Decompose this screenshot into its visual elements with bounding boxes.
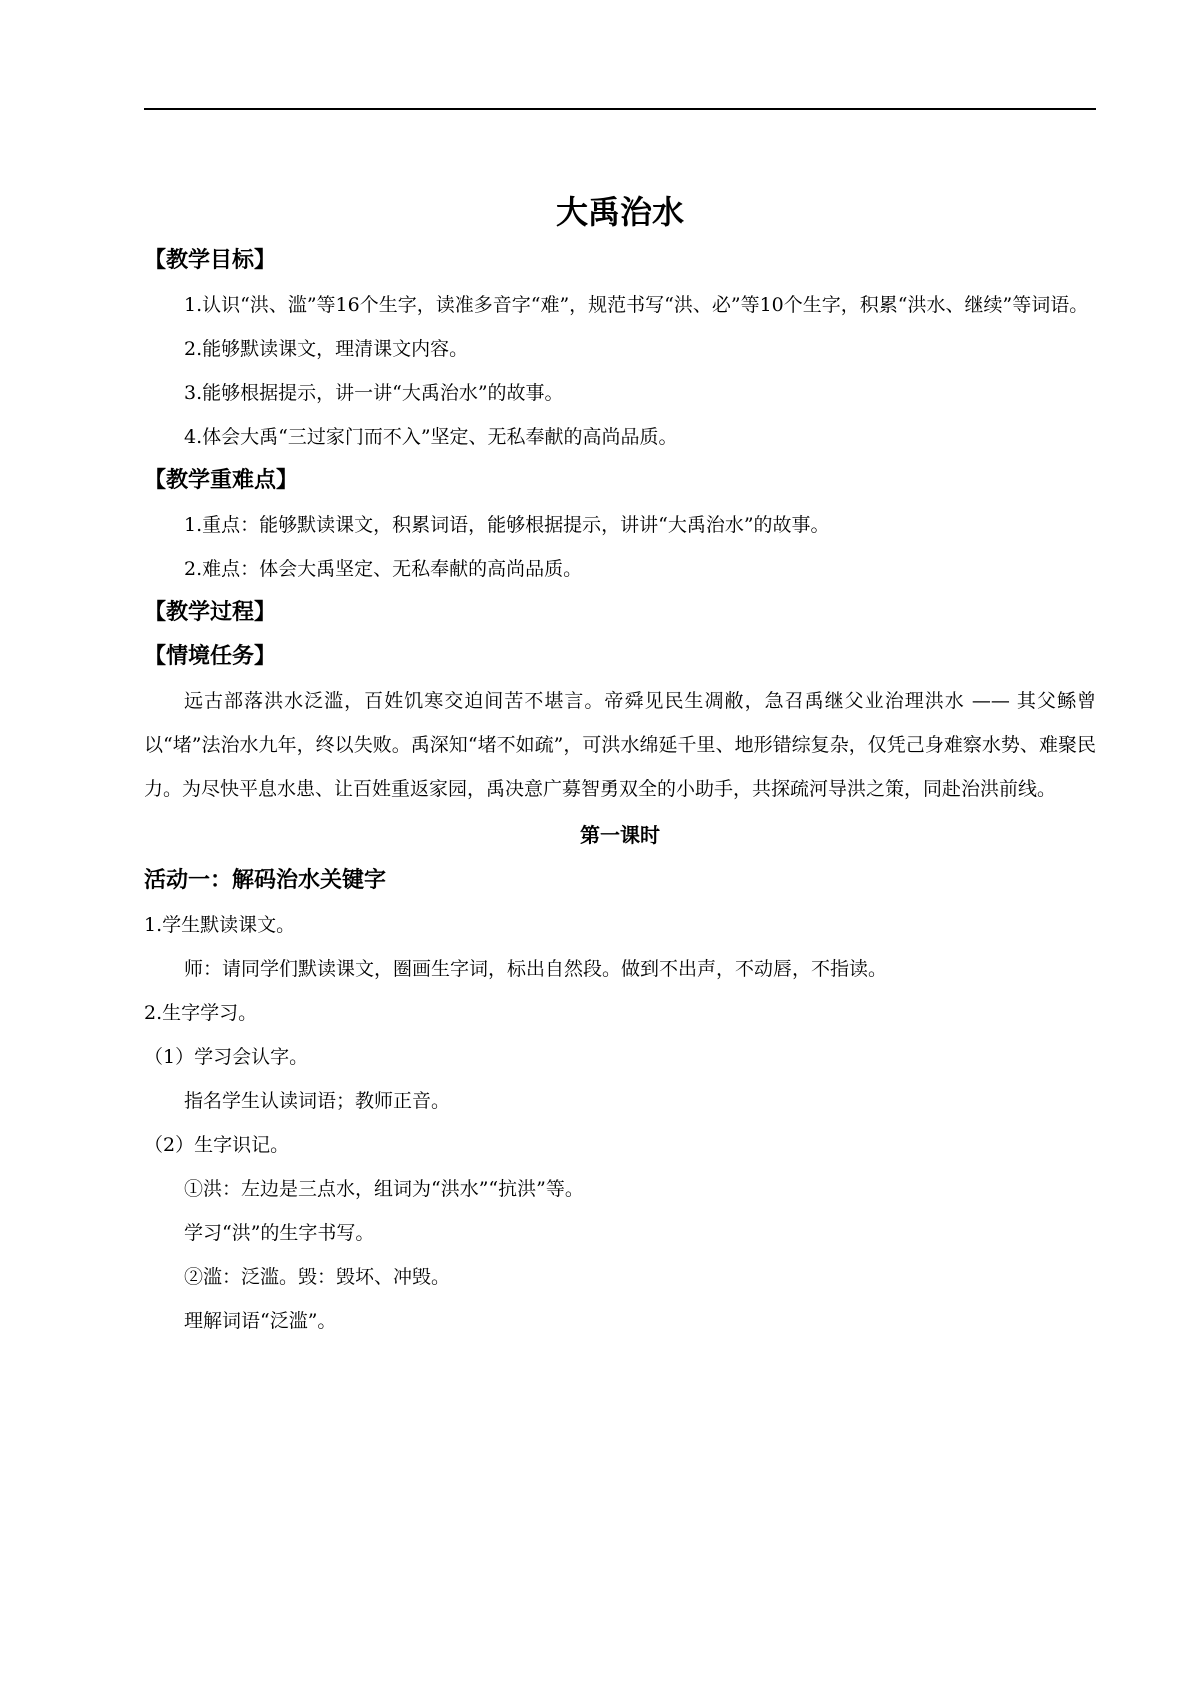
sub-step-1-detail: 指名学生认读词语；教师正音。 xyxy=(184,1090,451,1112)
step-1: 1.学生默读课文。 xyxy=(144,914,296,936)
key-point-item: 1.重点：能够默读课文，积累词语，能够根据提示，讲讲“大禹治水”的故事。 xyxy=(184,514,830,536)
step-2: 2.生字学习。 xyxy=(144,1002,258,1024)
scenario-text: 远古部落洪水泛滥，百姓饥寒交迫间苦不堪言。帝舜见民生凋敝，急召禹继父业治理洪水 —— 其父鲧曾以“堵”法治水九年，终以失败。禹深知“堵不如疏”，可洪水绵延千里、地形错综复杂，仅凭己身难察水势、难聚民力。为尽快平息水患、让百姓重返家园，禹决意广募智勇双全的小助手，共探疏河导洪之策，同赴治洪前线。 xyxy=(144,690,1096,800)
objective-item: 3.能够根据提示，讲一讲“大禹治水”的故事。 xyxy=(184,382,564,404)
sub-step-2-item: ②滥：泛滥。毁：毁坏、冲毁。 xyxy=(184,1266,451,1288)
objective-item: 4.体会大禹“三过家门而不入”坚定、无私奉献的高尚品质。 xyxy=(184,426,678,448)
sub-step-2-item: 学习“洪”的生字书写。 xyxy=(184,1222,375,1244)
step-1-detail: 师：请同学们默读课文，圈画生字词，标出自然段。做到不出声，不动唇，不指读。 xyxy=(184,958,888,980)
document-title: 大禹治水 xyxy=(555,193,684,231)
sub-step-1: （1）学习会认字。 xyxy=(144,1046,309,1068)
objectives-heading: 【教学目标】 xyxy=(144,248,277,273)
key-points-heading: 【教学重难点】 xyxy=(144,468,299,493)
sub-step-2-item: 理解词语“泛滥”。 xyxy=(184,1310,337,1332)
sub-step-2: （2）生字识记。 xyxy=(144,1134,290,1156)
header-rule xyxy=(144,108,1096,110)
lesson-heading: 第一课时 xyxy=(580,823,660,847)
activity-title: 活动一：解码治水关键字 xyxy=(144,868,387,893)
document-body xyxy=(144,185,1096,1343)
process-heading: 【教学过程】 xyxy=(144,600,277,625)
sub-step-2-item: ①洪：左边是三点水，组词为“洪水”“抗洪”等。 xyxy=(184,1178,584,1200)
objective-item: 1.认识“洪、滥”等16个生字，读准多音字“难”，规范书写“洪、必”等10个生字，积累“洪水、继续”等词语。 xyxy=(184,294,1089,316)
key-point-item: 2.难点：体会大禹坚定、无私奉献的高尚品质。 xyxy=(184,558,583,580)
objective-item: 2.能够默读课文，理清课文内容。 xyxy=(184,338,469,360)
scenario-heading: 【情境任务】 xyxy=(144,644,277,669)
